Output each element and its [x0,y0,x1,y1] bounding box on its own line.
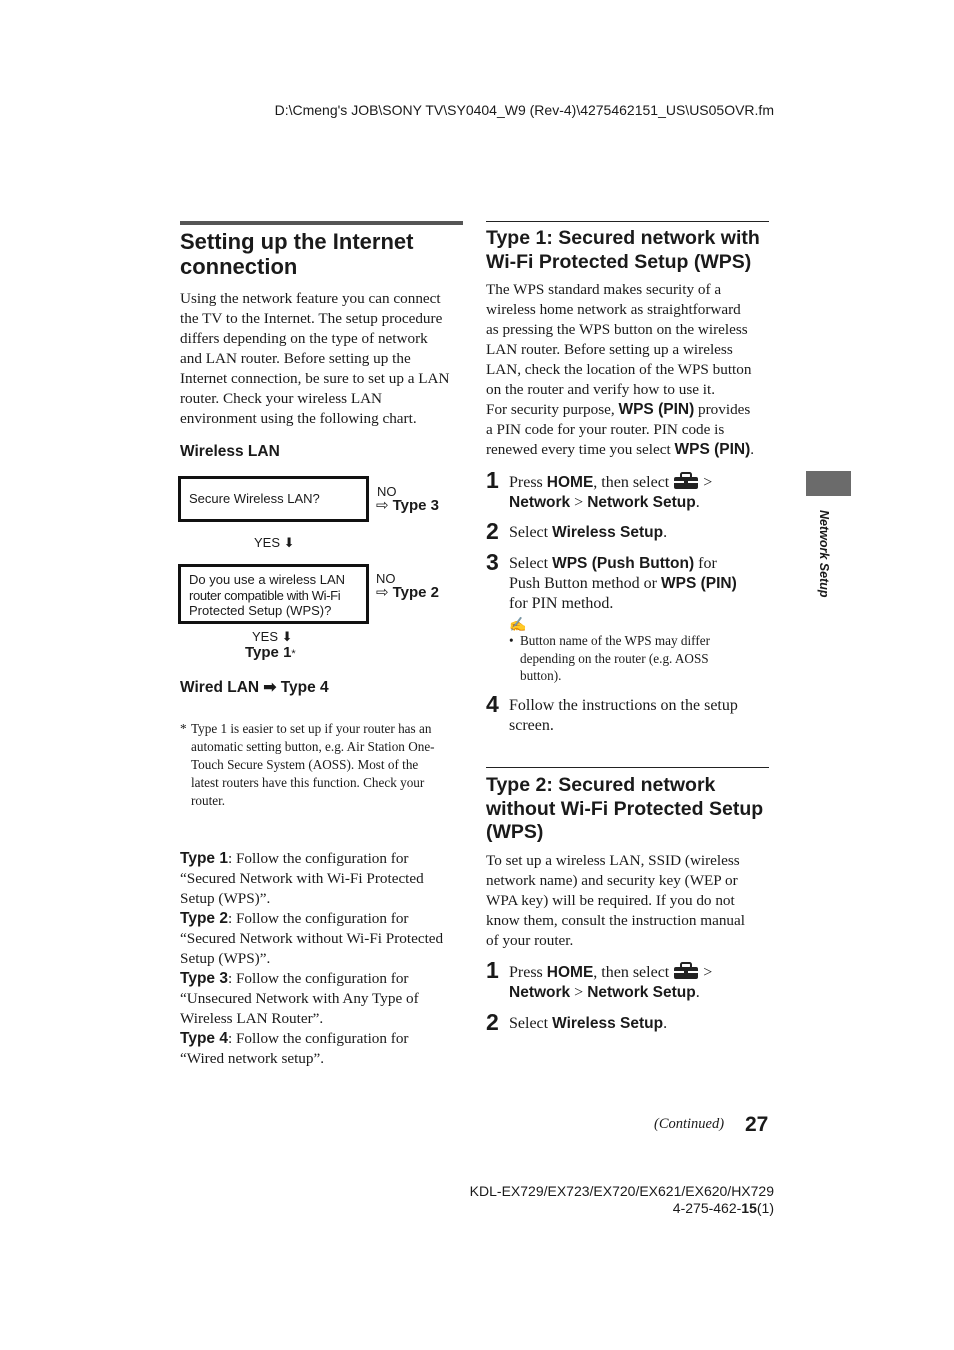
title-rule [180,221,463,225]
text-span: , then select [593,474,674,491]
model-numbers: KDL-EX729/EX723/EX720/EX621/EX620/HX729 [469,1183,774,1199]
type-desc-line [180,1029,470,1049]
intro-paragraph [180,289,470,429]
text-line: Wireless LAN Router”. [180,1010,324,1027]
text-line [486,400,776,420]
type2-step1 [509,962,779,1003]
footnote-marker: * [180,721,187,736]
flow-type-label: Type 3 [392,497,439,514]
flow-yes-1 [254,535,295,551]
menu-term: Network [509,984,571,1001]
text-line: Button name of the WPS may differ [520,633,710,648]
continued-label: (Continued) [654,1116,725,1132]
text-span: 15 [741,1200,757,1216]
page-number: 27 [745,1113,769,1136]
text-line [509,983,779,1003]
text-line: “Secured Network with Wi-Fi Protected [180,870,424,887]
text-line: button). [520,668,562,683]
type2-step2 [509,1014,667,1034]
text-line: know them, consult the instruction manual [486,912,745,929]
home-key: HOME [546,474,594,491]
text-line: : Follow the configuration for [227,850,409,867]
type1-step1 [509,472,779,513]
side-section-label [813,510,833,620]
flow-yes-label: YES [254,535,281,550]
document-code [0,1200,774,1216]
text-line: on the router and verify how to use it. [486,381,716,398]
flow-type-label: Type 2 [392,584,439,601]
type-label: Type 1 [180,850,228,867]
text-line: Setup (WPS)”. [180,890,271,907]
text-span: Press [509,474,547,491]
text-line: screen. [509,717,554,734]
arrow-right-icon: ⇨ [376,497,389,514]
text-span: for [694,555,717,572]
text-line: as pressing the WPS button on the wireless [486,321,748,338]
text-line [509,554,779,574]
text-span: , then select [593,964,674,981]
type-desc-line [180,969,470,989]
menu-term: Wireless Setup [552,524,664,541]
menu-term: WPS (PIN) [618,401,695,418]
step-number: 4 [486,691,499,717]
text-line: depending on the router (e.g. AOSS [520,650,709,666]
text-span: > [699,964,713,981]
heading-line: Type 2: Secured network [486,774,716,796]
text-line: The WPS standard makes security of a [486,281,722,298]
type1-heading [486,227,760,274]
heading-line: Wi-Fi Protected Setup (WPS) [486,250,752,273]
text-line: To set up a wireless LAN, SSID (wireless [486,852,740,869]
text-line: the TV to the Internet. The setup procedure [180,310,443,327]
text-line: automatic setting button, e.g. Air Station One- [191,739,435,754]
wireless-lan-heading: Wireless LAN [180,443,280,460]
wired-lan-line [180,678,329,697]
flow-question-wps [178,564,369,624]
menu-term: Wireless Setup [552,1015,664,1032]
text-span: (1) [756,1200,774,1216]
text-span: Select [509,555,553,572]
text-span: 4-275-462- [672,1200,742,1216]
text-line: Follow the instructions on the setup [509,697,738,714]
flow-type-label: Type 1 [245,644,292,661]
text-line: WPA key) will be required. If you do not [486,892,735,909]
text-line: differs depending on the type of network [180,330,428,347]
arrow-right-icon: ➡ [263,679,277,696]
note-text [520,632,770,685]
footnote [191,720,466,810]
text-line [509,493,779,513]
text-line: wireless home network as straightforward [486,301,741,318]
text-line: : Follow the configuration for [227,970,409,987]
menu-term: Network Setup [587,494,696,511]
text-line: “Wired network setup”. [180,1050,325,1067]
text-span: For security purpose, [486,401,619,418]
step-number: 3 [486,549,499,575]
file-path: D:\Cmeng's JOB\SONY TV\SY0404_W9 (Rev-4)\4275462151_US\US05OVR.fm [274,102,774,118]
type1-step2 [509,523,667,543]
toolbox-icon [673,472,699,490]
type2-paragraph [486,851,776,951]
flow-result-type1 [245,644,296,662]
text-line: Touch Secure System (AOSS). Most of the [191,757,419,772]
section-thumb-tab [806,471,851,496]
flow-question-text: Do you use a wireless LAN [189,572,346,587]
text-line: : Follow the configuration for [227,910,409,927]
heading-line: (WPS) [486,821,544,843]
type1-paragraph [486,280,776,460]
flow-question-text: Secure Wireless LAN? [189,491,320,506]
flow-question-text: Protected Setup (WPS)? [189,603,332,618]
step-number: 1 [486,467,499,493]
menu-term: WPS (PIN) [674,441,751,458]
text-span: Press [509,964,547,981]
text-line [509,472,779,493]
text-line: LAN router. Before setting up a wireless [486,341,733,358]
menu-term: Network Setup [587,984,696,1001]
flow-result-type3 [376,496,439,515]
flow-no-label: NO [377,484,397,499]
text-line: “Secured Network without Wi-Fi Protected [180,930,444,947]
type1-step3 [509,554,779,614]
text-span: renewed every time you select [486,441,675,458]
step-number: 2 [486,518,499,544]
text-line: of your router. [486,932,574,949]
flow-question-text: router compatible with Wi-Fi [189,587,341,603]
heading-line: Type 1: Secured network with [486,227,760,249]
menu-term: Network [509,494,571,511]
text-line [486,440,776,460]
text-span: . [663,524,668,541]
text-span: > [570,494,588,511]
text-line: “Unsecured Network with Any Type of [180,990,419,1007]
toolbox-icon [673,962,699,980]
wired-lan-label: Wired LAN [180,679,260,696]
text-line: : Follow the configuration for [227,1030,409,1047]
flow-yes-2 [252,629,293,645]
flow-yes-label: YES [252,629,279,644]
flow-question-secure [178,476,369,522]
text-line: for PIN method. [509,595,614,612]
flow-no-label: NO [376,571,396,586]
type-desc-line [180,849,470,869]
text-line: environment using the following chart. [180,410,417,427]
side-section-text: Network Setup [817,510,831,598]
step-number: 1 [486,957,499,983]
type-label: Type 4 [180,1030,228,1047]
page-title-line: Setting up the Internet [180,229,414,254]
text-span: Select [509,1015,553,1032]
text-span: > [570,984,588,1001]
text-span: . [663,1015,668,1032]
type-desc-line [180,909,470,929]
text-line: router. [191,793,226,808]
type-label: Type 3 [180,970,228,987]
text-span: . [695,984,700,1001]
flow-result-type2 [376,583,439,602]
asterisk-mark: * [291,648,296,660]
section-rule [486,221,769,222]
type2-heading [486,774,763,845]
type-descriptions [180,849,470,1069]
type1-step4 [509,696,779,736]
page-title [180,229,413,279]
text-span: provides [694,401,751,418]
text-line [509,574,779,594]
text-line: router. Check your wireless LAN [180,390,383,407]
text-line: Using the network feature you can connect [180,290,441,307]
text-line [509,962,779,983]
text-span: > [699,474,713,491]
text-line: a PIN code for your router. PIN code is [486,421,725,438]
text-span: Select [509,524,553,541]
text-line: Type 1 is easier to set up if your router has an [191,721,432,736]
text-span: . [750,441,755,458]
type-label: Type 2 [180,910,228,927]
home-key: HOME [546,964,594,981]
text-line: and LAN router. Before setting up the [180,350,411,367]
text-line: Internet connection, be sure to set up a LAN [180,370,450,387]
section-rule [486,767,769,768]
note-bullet: • [509,633,514,648]
text-line: network name) and security key (WEP or [486,872,738,889]
text-span: . [695,494,700,511]
arrow-down-icon: ⬇ [281,629,293,644]
arrow-right-icon: ⇨ [376,584,389,601]
wired-type-label: Type 4 [280,679,329,696]
step-number: 2 [486,1009,499,1035]
heading-line: without Wi-Fi Protected Setup [486,797,764,820]
text-line: LAN, check the location of the WPS button [486,361,752,378]
text-span: Push Button method or [509,575,662,592]
text-line: Setup (WPS)”. [180,950,271,967]
arrow-down-icon: ⬇ [283,535,295,550]
menu-term: WPS (Push Button) [552,555,695,572]
menu-term: WPS (PIN) [661,575,737,592]
note-icon: ✍ [509,618,527,633]
page-title-line: connection [180,254,298,279]
text-line: latest routers have this function. Check your [191,775,425,790]
